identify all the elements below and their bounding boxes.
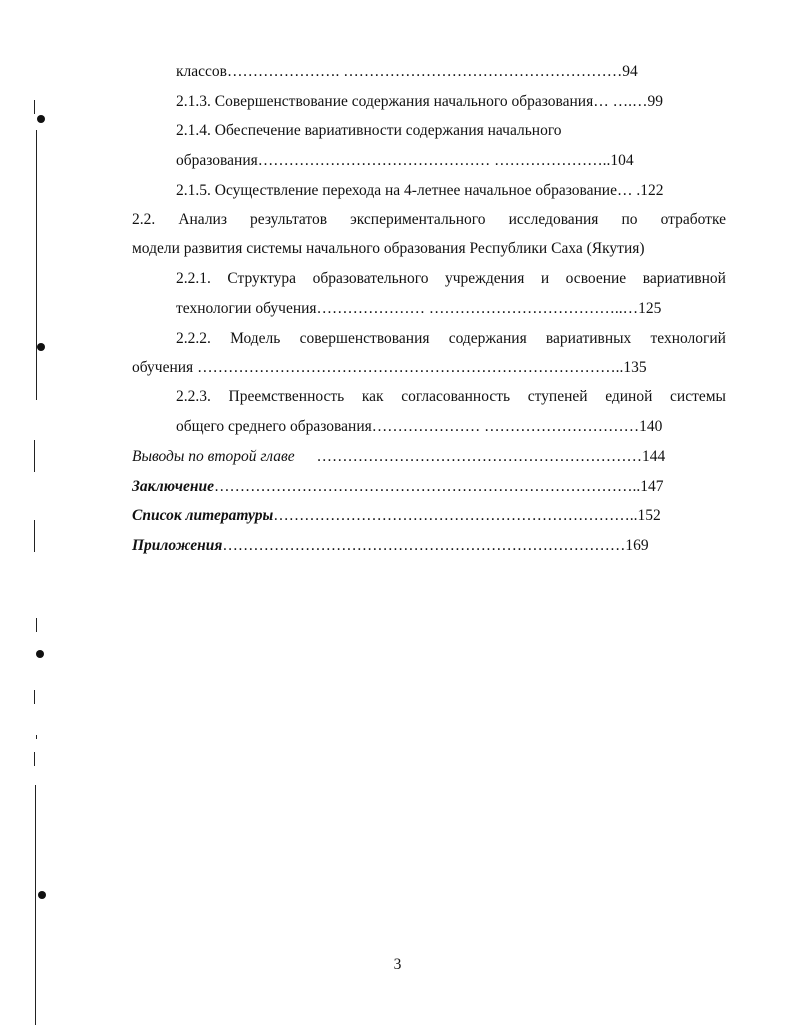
toc-appendices [132, 536, 649, 556]
scan-mark-line [34, 440, 35, 472]
word: ступеней [527, 388, 588, 405]
toc-leader: ……………………………………………………………………169 [222, 537, 649, 554]
word: 2.2.2. [176, 330, 211, 347]
word: Структура [227, 270, 297, 287]
word: освоение [565, 270, 627, 287]
toc-conclusion [132, 477, 664, 497]
toc-entry: общего среднего образования………………… …………………………140 [176, 418, 663, 435]
toc-references [132, 506, 661, 526]
scan-mark-dot [37, 343, 45, 351]
toc-entry [176, 269, 726, 289]
toc-label: Список литературы [132, 507, 274, 524]
toc-entry [176, 387, 726, 407]
word: вариативных [545, 330, 632, 347]
toc-entry: 2.1.4. Обеспечение вариативности содержания начального [176, 122, 562, 139]
word: Модель [230, 330, 281, 347]
toc-section-heading [132, 210, 726, 230]
word: экспериментального [350, 211, 486, 228]
scan-mark-dot [38, 891, 46, 899]
word: системы [670, 388, 726, 405]
toc-entry: обучения ………………………………………………………………………..135 [132, 359, 647, 376]
word: исследования [508, 211, 599, 228]
toc-label: Выводы по второй главе [132, 448, 295, 465]
word: 2.2.3. [176, 388, 211, 405]
word: 2.2.1. [176, 270, 211, 287]
word: вариативной [642, 270, 726, 287]
toc-entry: 2.1.5. Осуществление перехода на 4-летнее начальное образование… .122 [176, 182, 664, 199]
word: единой [605, 388, 653, 405]
word: согласованность [401, 388, 511, 405]
word: 2.2. [132, 211, 156, 228]
toc-entry: технологии обучения………………… ………………………………..…125 [176, 300, 662, 317]
scan-mark-line [36, 130, 37, 400]
page-number: 3 [393, 956, 402, 973]
word: технологий [650, 330, 726, 347]
scan-mark-dot [36, 650, 44, 658]
scan-mark-line [36, 618, 37, 632]
scan-mark-line [34, 690, 35, 704]
scan-mark-line [34, 520, 35, 552]
toc-chapter-summary [132, 447, 665, 467]
word: и [540, 270, 550, 287]
toc-section-heading-cont: модели развития системы начального образования Республики Саха (Якутия) [132, 240, 645, 257]
word: совершенствования [299, 330, 430, 347]
scan-mark-line [36, 735, 37, 739]
toc-label: Приложения [132, 537, 223, 554]
word: отработке [660, 211, 726, 228]
toc-entry: классов…………………. ………………………………………………94 [176, 63, 638, 80]
word: Анализ [178, 211, 227, 228]
toc-entry [176, 329, 726, 349]
word: образовательного [312, 270, 429, 287]
toc-entry: образования……………………………………… …………………..104 [176, 152, 634, 169]
scan-mark-dot [37, 115, 45, 123]
toc-leader: ………………………………………………………………………..147 [214, 478, 664, 495]
scan-mark-line [34, 752, 35, 766]
word: как [361, 388, 384, 405]
word: Преемственность [228, 388, 345, 405]
toc-leader: ……………………………………………………………..152 [273, 507, 661, 524]
toc-label: Заключение [132, 478, 214, 495]
toc-leader: ………………………………………………………144 [316, 448, 666, 465]
scan-mark-line [35, 785, 36, 1025]
word: учреждения [444, 270, 525, 287]
toc-entry: 2.1.3. Совершенствование содержания начального образования… ….…99 [176, 93, 663, 110]
word: содержания [448, 330, 527, 347]
scan-mark-line [34, 100, 35, 114]
word: результатов [250, 211, 328, 228]
word: по [621, 211, 638, 228]
